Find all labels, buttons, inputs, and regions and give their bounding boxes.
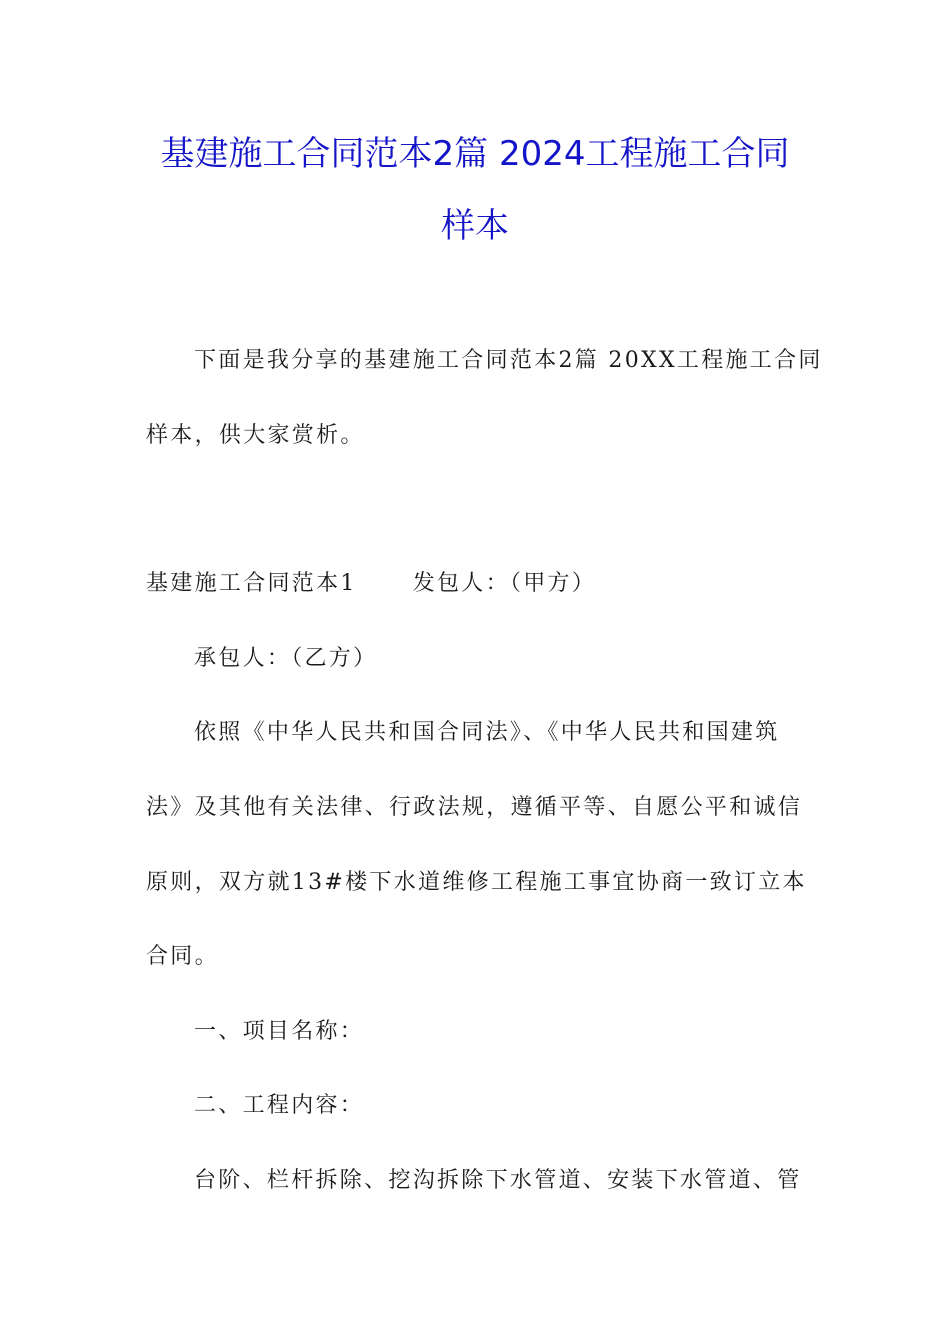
- employer-label: 发包人：（甲方）: [412, 571, 597, 596]
- intro-paragraph-line-1: 下面是我分享的基建施工合同范本2篇 20XX工程施工合同: [194, 348, 823, 373]
- scope-paragraph-line-1: 台阶、栏杆拆除、挖沟拆除下水管道、安装下水管道、管: [194, 1168, 802, 1193]
- intro-paragraph-line-2: 样本，供大家赏析。: [146, 423, 365, 448]
- basis-paragraph-line-3: 原则，双方就13#楼下水道维修工程施工事宜协商一致订立本: [146, 870, 807, 895]
- section-project-content: 二、工程内容：: [194, 1093, 365, 1118]
- document-title-line-1: 基建施工合同范本2篇 2024工程施工合同: [160, 134, 790, 174]
- contractor-label: 承包人：（乙方）: [194, 646, 378, 671]
- basis-paragraph-line-4: 合同。: [146, 944, 219, 969]
- document-title-line-2: 样本: [441, 206, 509, 246]
- contract-heading: 基建施工合同范本1: [146, 571, 357, 596]
- contract-heading-row: [146, 569, 806, 599]
- basis-paragraph-line-1: 依照《中华人民共和国合同法》、《中华人民共和国建筑: [194, 720, 780, 745]
- section-project-name: 一、项目名称：: [194, 1019, 365, 1044]
- basis-paragraph-line-2: 法》及其他有关法律、行政法规，遵循平等、自愿公平和诚信: [146, 795, 803, 820]
